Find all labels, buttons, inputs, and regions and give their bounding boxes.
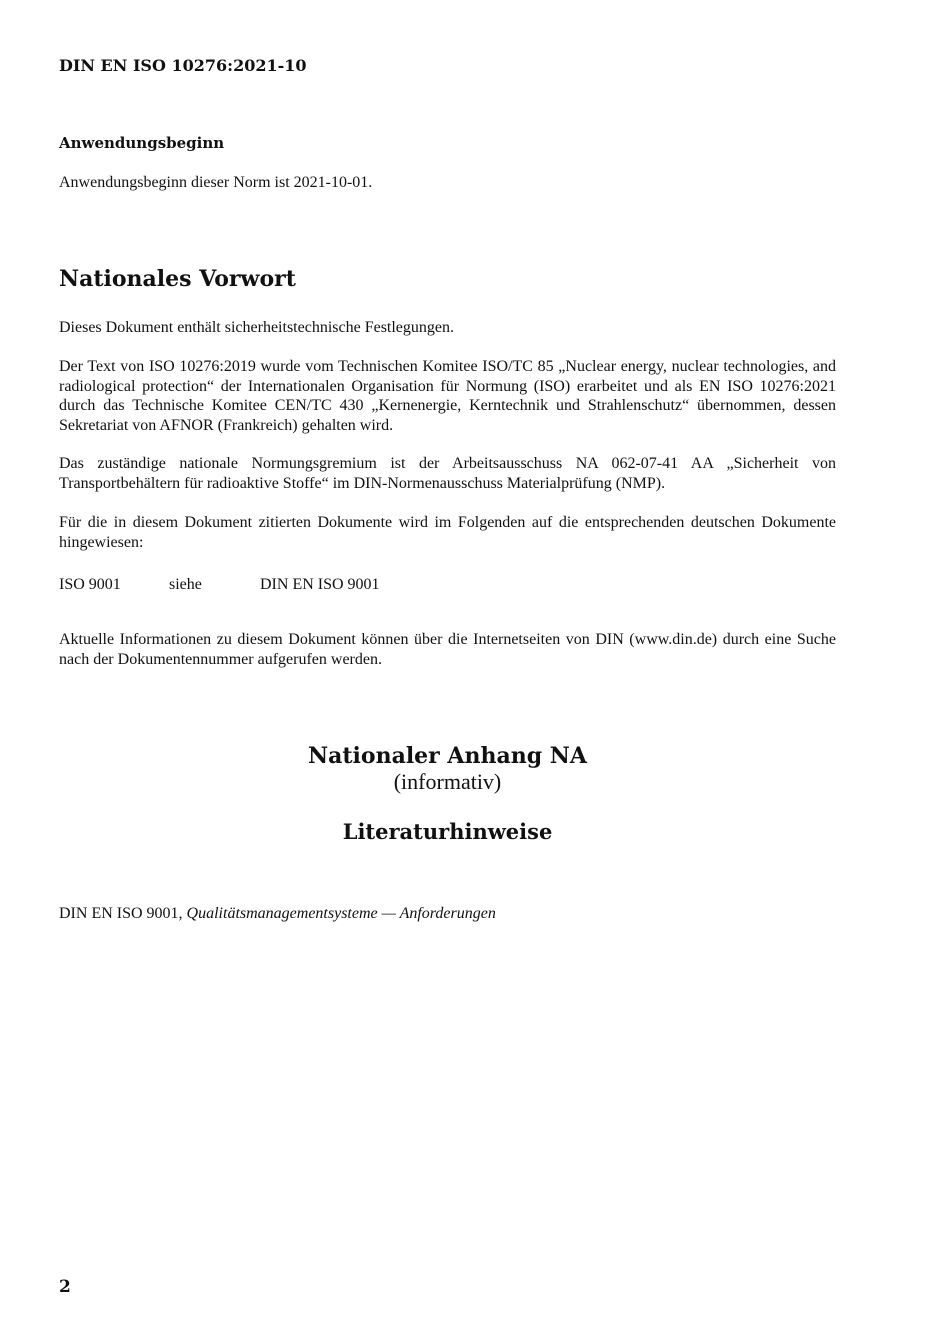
bibliography-heading: Literaturhinweise <box>342 819 553 844</box>
annex-title: Nationaler Anhang NA <box>308 743 587 769</box>
foreword-info: Aktuelle Informationen zu diesem Dokument können über die Internetseiten von DIN (www.din.de) durch eine Suche nach der Dokumentennummer aufgerufen werden. <box>59 631 836 668</box>
foreword-paragraph-1: Dieses Dokument enthält sicherheitstechnische Festlegungen. <box>59 319 455 336</box>
foreword-heading: Nationales Vorwort <box>59 266 296 292</box>
reference-international: ISO 9001 <box>59 576 121 593</box>
foreword-paragraph-4: Für die in diesem Dokument zitierten Dokumente wird im Folgenden auf die entsprechenden deutschen Dokumente hingewiesen: <box>59 514 836 551</box>
reference-see: siehe <box>169 576 202 593</box>
annex-subtitle: (informativ) <box>393 769 502 794</box>
bibliography-standard: DIN EN ISO 9001, <box>59 905 187 922</box>
foreword-paragraph-3: Das zuständige nationale Normungsgremium ist der Arbeitsausschuss NA 062-07-41 AA „Sicherheit von Transportbehältern für radioaktive Stoffe“ im DIN-Normenausschuss Materialprüfung (NMP). <box>59 455 836 492</box>
bibliography-title: Qualitätsmanagementsysteme — Anforderungen <box>186 905 496 922</box>
reference-row <box>59 576 380 594</box>
application-heading: Anwendungsbeginn <box>59 134 225 152</box>
document-id-header: DIN EN ISO 10276:2021-10 <box>59 56 307 75</box>
bibliography-entry <box>59 905 496 923</box>
page-number: 2 <box>59 1277 71 1297</box>
foreword-paragraph-2: Der Text von ISO 10276:2019 wurde vom Technischen Komitee ISO/TC 85 „Nuclear energy, nuclear technologies, and radiological protection“ der Internationalen Organisation für Normung (ISO) erarbeitet und als EN ISO 10276:2021 durch das Technische Komitee CEN/TC 430 „Kernenergie, Kerntechnik und Strahlenschutz“ übernommen, dessen Sekretariat von AFNOR (Frankreich) gehalten wird. <box>59 358 836 434</box>
application-text: Anwendungsbeginn dieser Norm ist 2021-10-01. <box>59 174 373 191</box>
reference-national: DIN EN ISO 9001 <box>260 576 380 593</box>
